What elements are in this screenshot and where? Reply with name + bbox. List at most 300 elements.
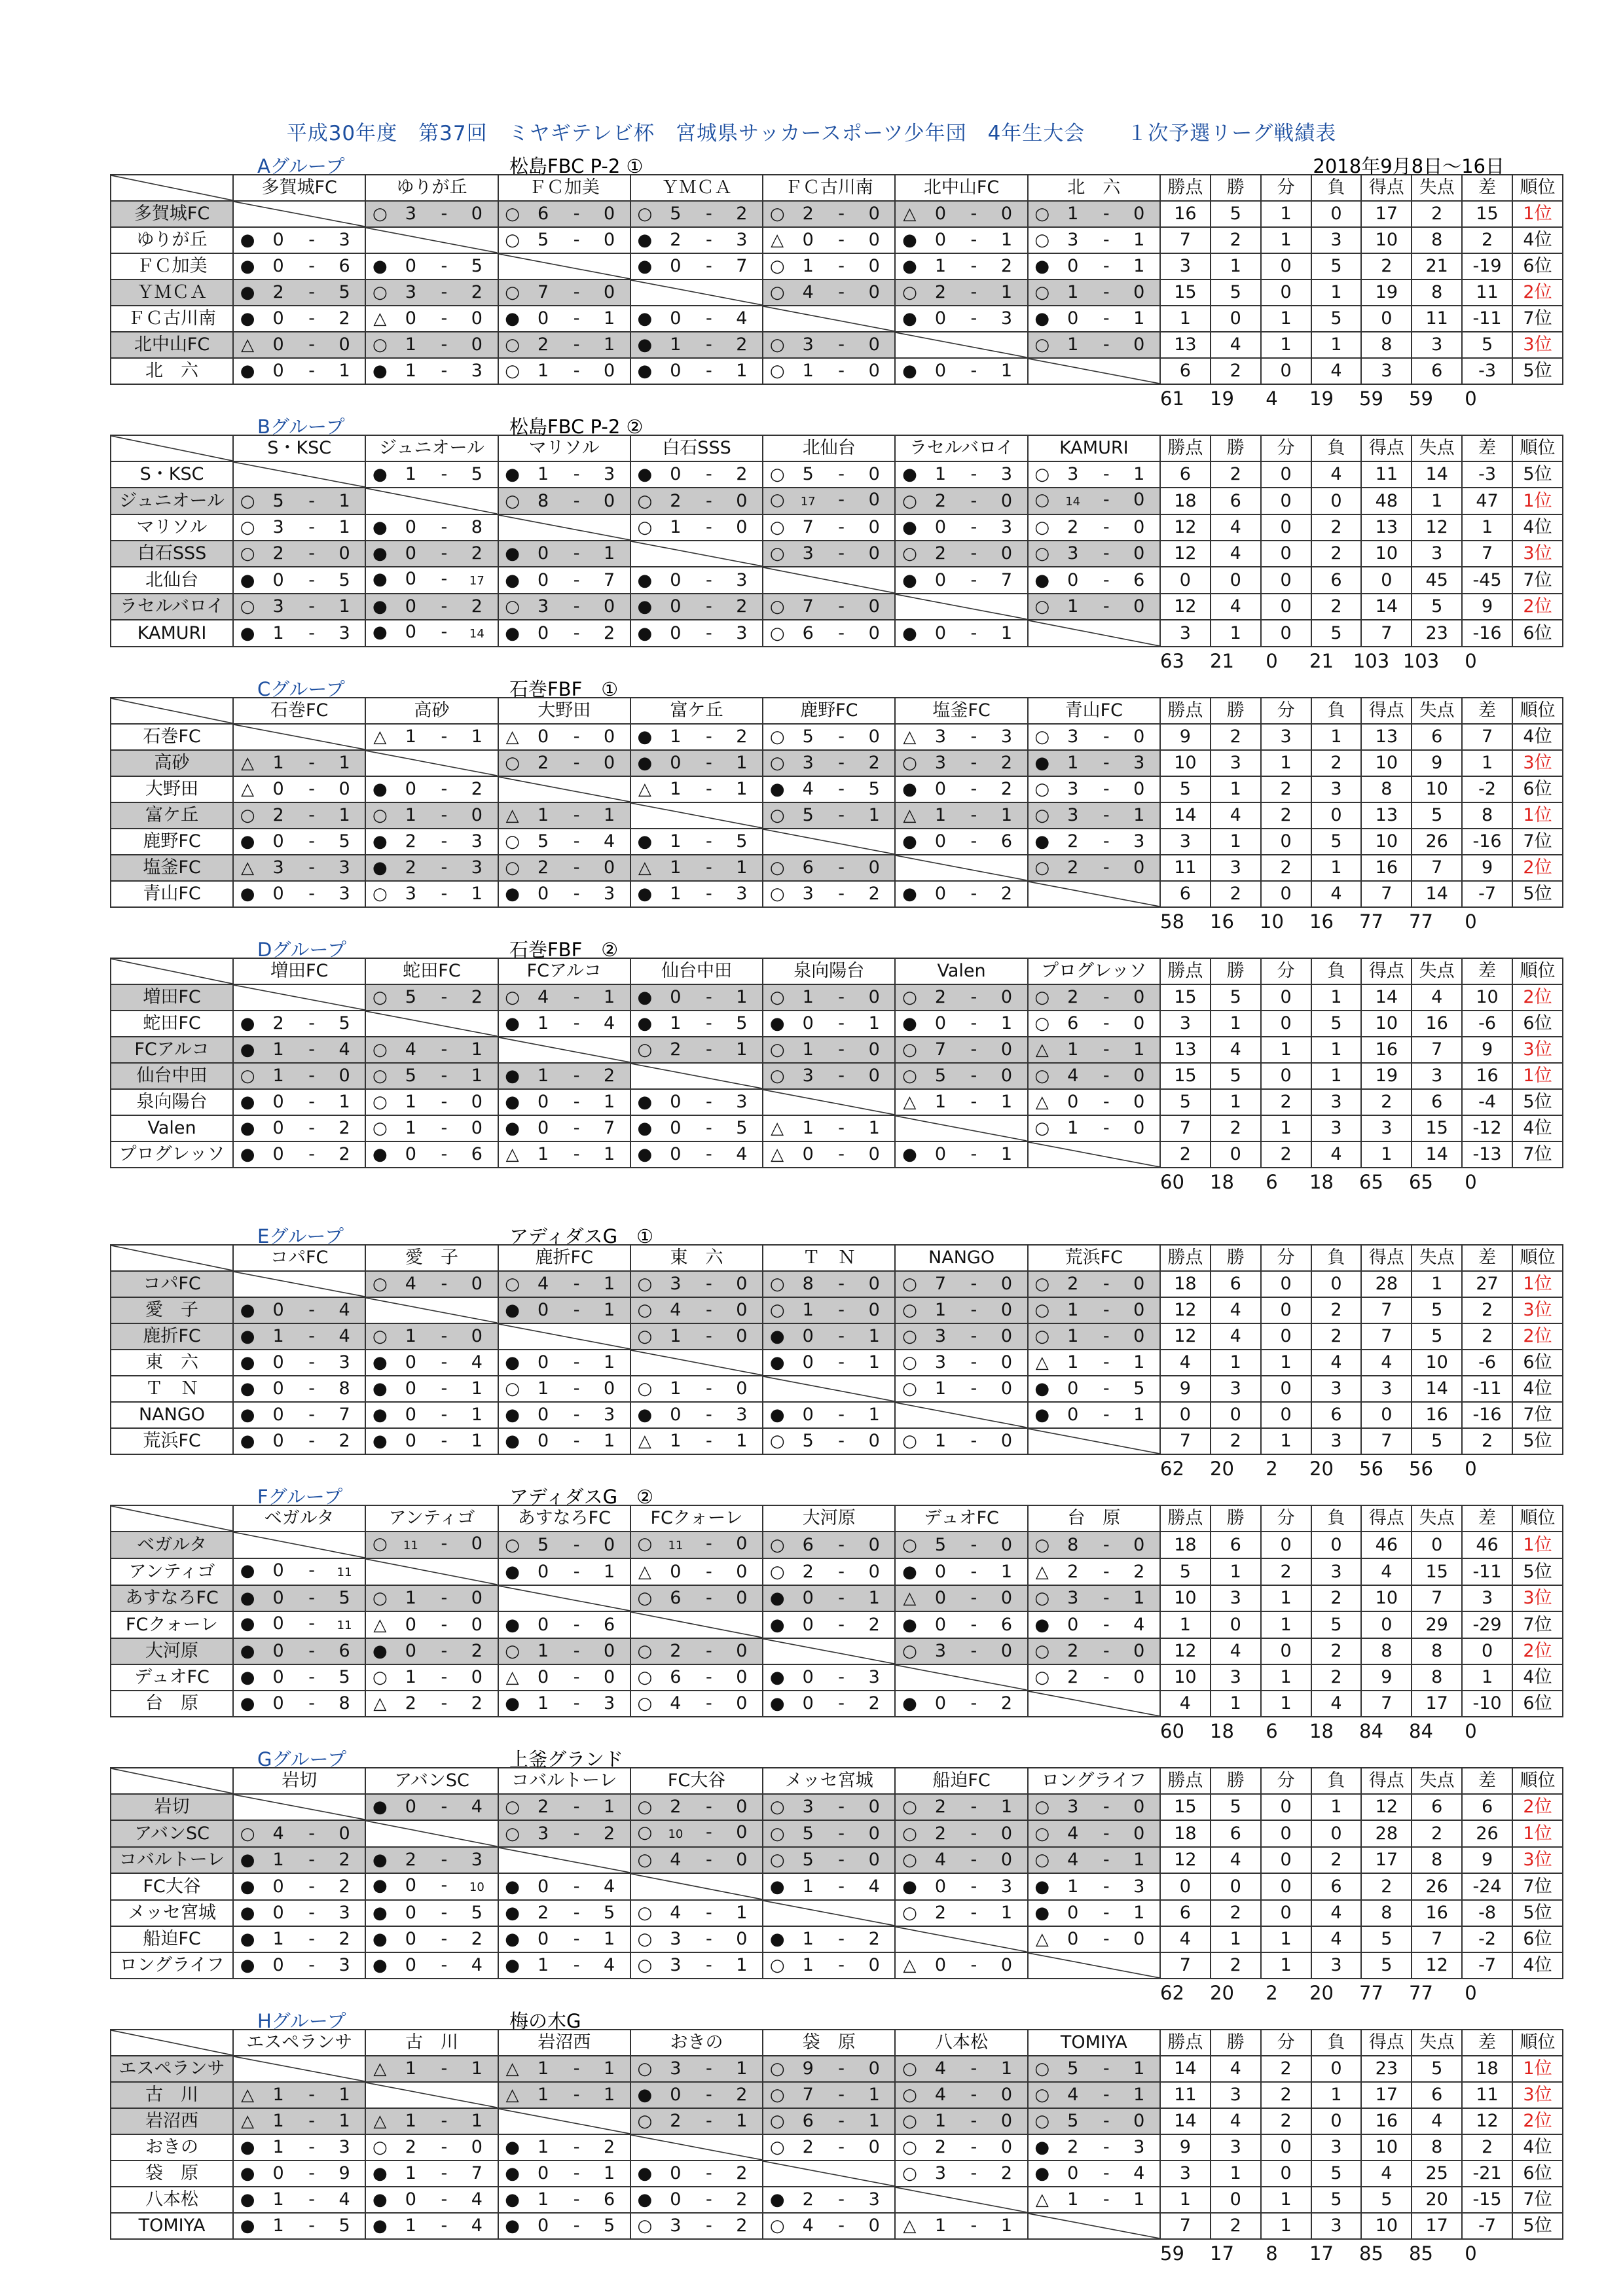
score-for: 11 <box>668 1539 684 1552</box>
result-symbol: ○ <box>902 1379 917 1399</box>
score-against: 2 <box>736 334 748 355</box>
column-team-name: NANGO <box>895 1245 1027 1271</box>
score-against: 0 <box>1133 543 1145 564</box>
result-symbol: ○ <box>769 1300 785 1320</box>
stat-cell: 2 <box>1311 750 1362 776</box>
result-symbol: ○ <box>505 1274 520 1294</box>
team-row <box>111 594 1563 620</box>
result-symbol: ● <box>505 2216 520 2236</box>
score-dash: - <box>441 1066 448 1086</box>
rank-cell: 2位 <box>1512 1323 1563 1350</box>
row-team-name: おきの <box>111 2134 233 2161</box>
total-value: 0 <box>1465 2242 1477 2265</box>
score-dash: - <box>573 1118 580 1138</box>
result-symbol: ● <box>637 884 653 904</box>
stat-header: 失点 <box>1412 698 1462 724</box>
match-result <box>365 1664 498 1691</box>
stat-cell: 17 <box>1361 201 1412 227</box>
score-against: 0 <box>604 1667 615 1687</box>
score-dash: - <box>838 2111 845 2131</box>
result-symbol: ● <box>902 1014 917 1033</box>
score-for: 1 <box>538 1066 549 1086</box>
score-against: 2 <box>471 543 483 564</box>
diagonal-line <box>366 2083 497 2108</box>
match-result <box>365 2187 498 2213</box>
result-symbol: ● <box>373 1956 388 1975</box>
result-symbol: ○ <box>373 1668 388 1687</box>
score-against: 3 <box>338 230 350 250</box>
score-for: 0 <box>272 1378 284 1399</box>
stat-cell: 1 <box>1211 1011 1261 1037</box>
diagonal-line <box>631 541 762 566</box>
score-dash: - <box>838 1039 845 1060</box>
score-for: 7 <box>538 282 549 302</box>
match-result <box>630 1089 763 1115</box>
score-for: 3 <box>1067 464 1079 484</box>
score-against: 0 <box>1133 1013 1145 1033</box>
column-team-name: 増田FC <box>233 958 365 984</box>
score-dash: - <box>838 2058 845 2079</box>
score-for: 5 <box>538 230 549 250</box>
match-result <box>763 514 895 541</box>
match-result <box>630 306 763 332</box>
row-team-name: 鹿野FC <box>111 829 233 855</box>
match-result <box>498 1141 630 1168</box>
stat-cell: 0 <box>1160 1402 1211 1428</box>
total-value: 77 <box>1409 1982 1433 2004</box>
result-symbol: ● <box>240 230 255 250</box>
group-venue: 上釜グランド <box>509 1748 624 1770</box>
result-symbol: ○ <box>1034 988 1050 1007</box>
row-team-name: ジュニオール <box>111 488 233 514</box>
column-team-name: プログレッソ <box>1028 958 1160 984</box>
score-dash: - <box>441 1431 448 1451</box>
score-against: 1 <box>1000 1903 1013 1923</box>
score-for: 2 <box>538 753 549 773</box>
score-against: 0 <box>338 779 350 799</box>
team-row <box>111 1585 1563 1611</box>
result-symbol: ● <box>240 2164 255 2183</box>
diagonal-line <box>234 1272 365 1297</box>
result-symbol: ● <box>373 858 388 878</box>
score-dash: - <box>441 2215 448 2236</box>
score-for: 0 <box>934 1144 947 1164</box>
score-dash: - <box>1103 464 1110 484</box>
diagonal-line <box>366 228 497 253</box>
diagonal-line <box>499 1324 630 1349</box>
result-symbol: △ <box>903 2216 917 2236</box>
score-for: 1 <box>670 517 682 537</box>
score-dash: - <box>706 256 712 276</box>
stat-cell: -4 <box>1462 1089 1512 1115</box>
stat-header: 得点 <box>1361 958 1412 984</box>
score-for: 1 <box>802 1955 814 1975</box>
stat-cell: 3 <box>1311 1428 1362 1454</box>
match-result <box>895 1638 1027 1664</box>
column-team-name: 船迫FC <box>895 1768 1027 1794</box>
stat-cell: 14 <box>1361 594 1412 620</box>
stat-cell: 0 <box>1261 488 1311 514</box>
match-result <box>498 227 630 253</box>
match-result <box>895 1089 1027 1115</box>
match-result <box>1028 594 1160 620</box>
score-dash: - <box>838 361 845 381</box>
result-symbol: ○ <box>769 1797 785 1817</box>
score-against: 0 <box>736 1378 748 1399</box>
diagonal-line <box>499 1586 630 1611</box>
result-symbol: ● <box>902 257 917 276</box>
stat-header: 得点 <box>1361 2030 1412 2056</box>
score-against: 5 <box>736 1118 748 1138</box>
match-result <box>763 1664 895 1691</box>
result-symbol: ○ <box>902 283 917 302</box>
match-result <box>895 620 1027 647</box>
score-for: 0 <box>405 1929 416 1949</box>
stat-cell: 2 <box>1361 253 1412 279</box>
stat-cell: 25 <box>1412 2161 1462 2187</box>
result-symbol: ○ <box>637 1379 653 1399</box>
stat-cell: 0 <box>1361 1402 1412 1428</box>
match-result <box>1028 567 1160 594</box>
result-symbol: ○ <box>1034 1823 1050 1844</box>
score-for: 0 <box>1067 569 1079 590</box>
row-team-name: 大野田 <box>111 776 233 802</box>
score-dash: - <box>838 543 845 564</box>
result-symbol: ● <box>637 361 653 381</box>
total-value: 56 <box>1359 1458 1383 1480</box>
score-against: 3 <box>736 884 748 904</box>
score-against: 0 <box>736 517 748 537</box>
stat-cell: 4 <box>1311 1900 1362 1926</box>
stat-cell: 5 <box>1160 1558 1211 1585</box>
result-symbol: ○ <box>505 335 520 355</box>
score-dash: - <box>573 2189 580 2210</box>
match-result <box>498 1089 630 1115</box>
row-team-name: KAMURI <box>111 620 233 647</box>
score-against: 0 <box>1133 1797 1145 1817</box>
stat-cell: 8 <box>1412 1847 1462 1873</box>
stat-cell: 4 <box>1311 461 1362 488</box>
score-against: 0 <box>868 2215 880 2236</box>
result-symbol: ○ <box>637 1850 653 1870</box>
stat-cell: 48 <box>1361 488 1412 514</box>
score-dash: - <box>573 2163 580 2183</box>
score-dash: - <box>441 569 448 589</box>
match-result <box>895 1820 1027 1847</box>
score-against: 0 <box>1133 334 1145 355</box>
stat-cell: 16 <box>1160 201 1211 227</box>
score-against: 3 <box>736 622 748 643</box>
stat-cell: -11 <box>1462 1376 1512 1402</box>
stat-cell: 4 <box>1311 1926 1362 1952</box>
stat-cell: 2 <box>1261 855 1311 881</box>
score-dash: - <box>441 1797 448 1817</box>
stat-header: 勝 <box>1211 958 1261 984</box>
score-against: 5 <box>338 569 350 590</box>
score-for: 1 <box>405 1092 416 1112</box>
score-for: 3 <box>934 1352 947 1372</box>
score-for: 0 <box>670 256 682 276</box>
stat-cell: -2 <box>1462 1926 1512 1952</box>
score-for: 0 <box>538 1431 549 1451</box>
score-against: 0 <box>1133 517 1145 537</box>
score-for: 0 <box>405 1875 416 1895</box>
stat-cell: 8 <box>1412 1664 1462 1691</box>
score-for: 1 <box>538 2189 549 2210</box>
column-team-name: FCアルコ <box>498 958 630 984</box>
result-symbol: ○ <box>373 988 388 1007</box>
match-result <box>1028 829 1160 855</box>
match-result <box>498 1638 630 1664</box>
stat-cell: 5 <box>1311 620 1362 647</box>
score-against: 6 <box>338 1641 350 1661</box>
self-match-cell <box>1028 1428 1160 1454</box>
stat-cell: 7 <box>1412 1926 1462 1952</box>
score-against: 0 <box>736 1693 748 1713</box>
score-dash: - <box>1103 753 1110 773</box>
diagonal-line <box>763 829 894 854</box>
team-row <box>111 829 1563 855</box>
score-for: 1 <box>405 2215 416 2236</box>
score-for: 3 <box>405 204 416 224</box>
match-result <box>1028 1376 1160 1402</box>
score-dash: - <box>1103 1667 1110 1687</box>
stat-cell: 2 <box>1462 1297 1512 1323</box>
rank-cell: 6位 <box>1512 1926 1563 1952</box>
column-team-name: 愛 子 <box>365 1245 498 1271</box>
group-totals <box>110 1168 1563 1193</box>
stat-cell: 23 <box>1412 620 1462 647</box>
stat-cell: 5 <box>1412 1323 1462 1350</box>
score-against: 1 <box>1133 2085 1145 2105</box>
team-row <box>111 1402 1563 1428</box>
match-result <box>1028 855 1160 881</box>
score-against: 1 <box>1133 1903 1145 1923</box>
result-symbol: ● <box>637 570 653 590</box>
stat-cell: 3 <box>1412 332 1462 358</box>
team-row <box>111 567 1563 594</box>
result-symbol: ● <box>902 1694 917 1713</box>
rank-cell: 1位 <box>1512 488 1563 514</box>
stat-cell: 10 <box>1412 776 1462 802</box>
score-for: 0 <box>405 596 416 617</box>
self-match-cell <box>233 1271 365 1297</box>
score-for: 0 <box>538 1561 549 1582</box>
diagonal-line <box>763 1639 894 1664</box>
team-row <box>111 802 1563 829</box>
team-row <box>111 1638 1563 1664</box>
stat-cell: 12 <box>1160 594 1211 620</box>
stat-cell: 0 <box>1311 488 1362 514</box>
stat-cell: 7 <box>1361 620 1412 647</box>
score-dash: - <box>838 1797 845 1817</box>
score-for: 1 <box>1067 204 1079 224</box>
result-symbol: ○ <box>505 1797 520 1817</box>
result-symbol: ○ <box>637 2216 653 2236</box>
score-against: 1 <box>736 779 748 799</box>
column-team-name: マリソル <box>498 435 630 461</box>
stat-cell: 13 <box>1361 724 1412 750</box>
stat-cell: 6 <box>1412 1089 1462 1115</box>
row-team-name: 北中山FC <box>111 332 233 358</box>
score-dash: - <box>706 622 712 643</box>
self-match-cell <box>1028 620 1160 647</box>
score-dash: - <box>441 1641 448 1661</box>
score-against: 3 <box>338 1903 350 1923</box>
score-against: 5 <box>338 1013 350 1033</box>
score-for: 0 <box>538 1405 549 1425</box>
diagonal-line <box>234 725 365 749</box>
score-against: 1 <box>471 726 483 747</box>
stat-cell: 2 <box>1311 514 1362 541</box>
score-dash: - <box>308 2111 315 2131</box>
result-symbol: ● <box>769 1014 785 1033</box>
score-for: 4 <box>670 1300 682 1320</box>
diagonal-line <box>111 436 232 461</box>
stat-cell: 11 <box>1160 855 1211 881</box>
score-for: 1 <box>670 779 682 799</box>
diagonal-line <box>1029 882 1159 906</box>
score-against: 0 <box>868 1797 880 1817</box>
score-for: 1 <box>934 1378 947 1399</box>
rank-cell: 1位 <box>1512 1532 1563 1558</box>
result-symbol: ● <box>373 1797 388 1817</box>
self-match-cell <box>365 488 498 514</box>
score-against: 3 <box>736 1092 748 1112</box>
score-against: 2 <box>736 204 748 224</box>
score-for: 4 <box>538 1274 549 1294</box>
result-symbol: ○ <box>373 884 388 904</box>
score-dash: - <box>441 1352 448 1372</box>
result-symbol: ○ <box>902 2164 917 2183</box>
score-dash: - <box>706 361 712 381</box>
result-symbol: ○ <box>769 1431 785 1451</box>
match-result <box>1028 332 1160 358</box>
group-name: Eグループ <box>257 1225 344 1247</box>
row-team-name: 東 六 <box>111 1350 233 1376</box>
result-symbol: ○ <box>769 988 785 1007</box>
score-dash: - <box>441 2189 448 2210</box>
result-symbol: ○ <box>902 2085 917 2105</box>
score-for: 1 <box>405 1588 416 1608</box>
stat-header: 順位 <box>1512 1245 1563 1271</box>
match-result <box>630 1271 763 1297</box>
score-against: 0 <box>1000 1066 1013 1086</box>
match-result <box>895 541 1027 567</box>
score-dash: - <box>441 334 448 355</box>
stat-header: 分 <box>1261 2030 1311 2056</box>
result-symbol: ● <box>240 1876 255 1897</box>
stat-cell: 0 <box>1361 306 1412 332</box>
stat-cell: 1 <box>1261 332 1311 358</box>
score-against: 1 <box>868 1405 880 1425</box>
result-symbol: ● <box>240 1588 255 1608</box>
header-row <box>111 1768 1563 1794</box>
stat-cell: 12 <box>1160 1638 1211 1664</box>
diagonal-line <box>366 751 497 776</box>
score-against: 1 <box>338 517 350 537</box>
score-dash: - <box>308 753 315 773</box>
result-symbol: ○ <box>1034 2111 1050 2131</box>
score-dash: - <box>308 334 315 355</box>
score-against: 0 <box>868 1823 880 1844</box>
score-for: 0 <box>934 517 947 537</box>
score-dash: - <box>573 1823 580 1844</box>
score-dash: - <box>308 596 315 617</box>
result-symbol: ● <box>769 780 785 799</box>
match-result <box>233 567 365 594</box>
score-for: 0 <box>1067 1378 1079 1399</box>
score-for: 3 <box>272 517 284 537</box>
stat-cell: 10 <box>1361 1011 1412 1037</box>
score-for: 3 <box>1067 779 1079 799</box>
stat-cell: 0 <box>1261 1063 1311 1089</box>
result-symbol: ○ <box>1034 1668 1050 1687</box>
stat-cell: 0 <box>1311 1532 1362 1558</box>
stat-header: 負 <box>1311 175 1362 201</box>
match-result <box>498 1063 630 1089</box>
stat-cell: 4 <box>1211 802 1261 829</box>
stat-cell: 1 <box>1311 855 1362 881</box>
score-dash: - <box>1103 831 1110 852</box>
stat-cell: 2 <box>1462 2134 1512 2161</box>
score-dash: - <box>1103 1039 1110 1060</box>
stat-cell: 3 <box>1160 2161 1211 2187</box>
score-for: 0 <box>272 1693 284 1713</box>
group-header <box>110 672 1563 700</box>
result-symbol: ○ <box>902 1431 917 1451</box>
total-value: 0 <box>1465 1720 1477 1742</box>
stat-cell: 4 <box>1211 2108 1261 2134</box>
result-symbol: △ <box>1035 1040 1049 1060</box>
score-dash: - <box>838 2137 845 2157</box>
match-result <box>895 1847 1027 1873</box>
score-dash: - <box>970 622 977 643</box>
self-match-cell <box>895 1664 1027 1691</box>
match-result <box>365 1350 498 1376</box>
self-match-cell <box>498 2108 630 2134</box>
self-match-cell <box>763 306 895 332</box>
score-dash: - <box>706 2058 712 2079</box>
result-symbol: ● <box>240 1929 255 1949</box>
result-symbol: ○ <box>505 361 520 381</box>
total-value: 59 <box>1409 387 1433 410</box>
score-for: 0 <box>934 1693 947 1713</box>
result-symbol: ○ <box>505 491 520 511</box>
stat-cell: 6 <box>1211 1820 1261 1847</box>
score-against: 11 <box>337 1566 352 1579</box>
score-dash: - <box>1103 1352 1110 1372</box>
score-dash: - <box>838 726 845 747</box>
score-for: 1 <box>1067 282 1079 302</box>
match-result <box>1028 1820 1160 1847</box>
result-symbol: ○ <box>505 1535 520 1555</box>
result-symbol: △ <box>903 204 917 224</box>
score-against: 0 <box>868 2137 880 2157</box>
stat-cell: 2 <box>1211 724 1261 750</box>
stat-cell: 16 <box>1361 2108 1412 2134</box>
stat-cell: 1 <box>1261 2187 1311 2213</box>
result-symbol: ○ <box>769 623 785 643</box>
result-symbol: ● <box>240 1379 255 1399</box>
match-result <box>233 1141 365 1168</box>
stat-cell: 0 <box>1211 1611 1261 1638</box>
score-dash: - <box>838 334 845 355</box>
score-for: 0 <box>934 1955 947 1975</box>
stat-header: 負 <box>1311 1245 1362 1271</box>
score-dash: - <box>838 1274 845 1294</box>
score-against: 2 <box>1000 256 1013 276</box>
